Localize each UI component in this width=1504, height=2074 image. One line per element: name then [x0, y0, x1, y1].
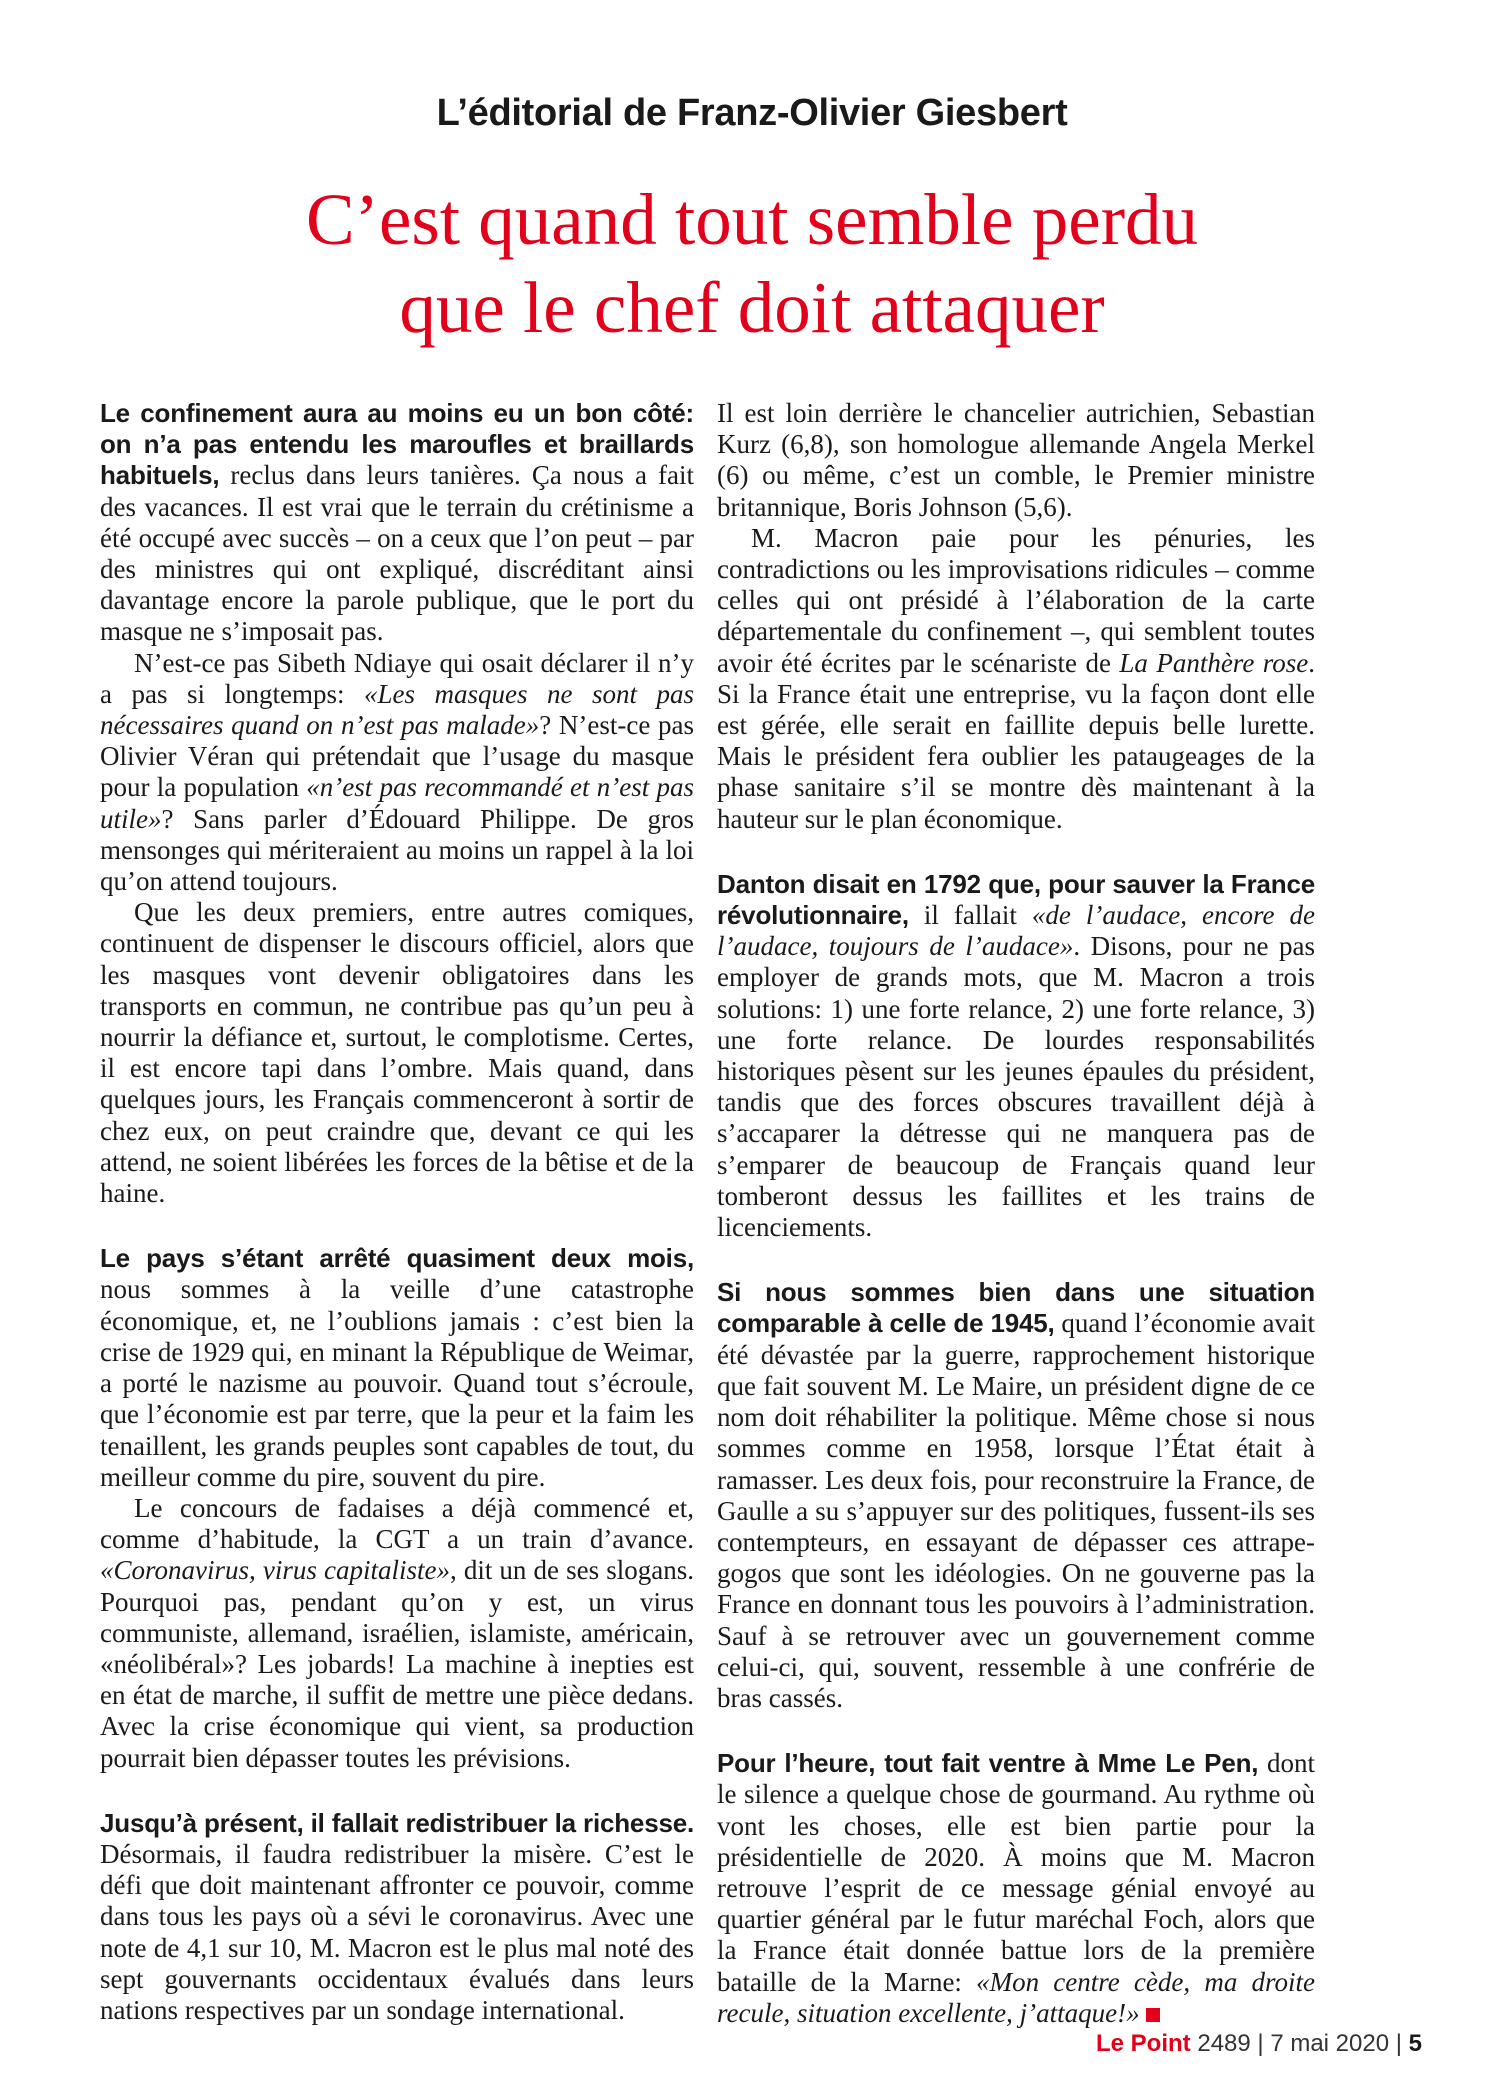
lead-in: Jusqu’à présent, il fallait redistribuer la richesse.: [100, 1807, 694, 1838]
paragraph: [717, 1748, 1315, 2029]
paragraph-text: , dit un de ses slogans. Pourquoi pas, pendant qu’on y est, un virus communiste, allemand, israélien, islamiste, américain, «néolibéral»? Les jobards! La machine à inepties est en état de marche, il suffit de mettre une pièce dedans. Avec la crise économique qui vient, sa production pourrait bien dépasser toutes les prévisions.: [100, 1555, 694, 1773]
paragraph: [100, 897, 694, 1209]
paragraph: [717, 523, 1315, 835]
paragraph: [100, 648, 694, 898]
separator: |: [1257, 2030, 1264, 2057]
magazine-name: Le Point: [1096, 2030, 1191, 2057]
lead-in: Le confinement aura au moins eu un bon côté: on n’a pas entendu les maroufles et braillards habituels,: [100, 398, 694, 491]
paragraph: [100, 1243, 694, 1493]
quote: «de l’audace, encore de l’audace, toujours de l’audace»: [717, 900, 1316, 962]
paragraph: [100, 1808, 694, 2026]
issue-number: 2489: [1197, 2030, 1251, 2057]
editorial-kicker: L’éditorial de Franz-Olivier Giesbert: [436, 92, 1068, 134]
page-footer: [1096, 2030, 1422, 2058]
lead-in: Danton disait en 1792 que, pour sauver la France révolutionnaire,: [717, 868, 1315, 931]
paragraph: [100, 398, 694, 648]
right-column: [717, 398, 1315, 2029]
page-number: 5: [1408, 2030, 1422, 2057]
paragraph-text: M. Macron paie pour les pénuries, les contradictions ou les improvisations ridicules – comme celles qui ont présidé à l’élaboration de la carte départementale du confinement –, qui semblent toutes avoir été écrites par le scénariste de: [717, 522, 1315, 678]
paragraph-text: dont le silence a quelque chose de gourmand. Au rythme où vont les choses, elle est bien partie pour la présidentielle de 2020. À moins que M. Macron retrouve l’esprit de ce message génial envoyé au quartier général par le futur maréchal Foch, alors que la France était donnée battue lors de la première bataille de la Marne:: [717, 1748, 1315, 1997]
quote: «Coronavirus, virus capitaliste»: [100, 1555, 450, 1586]
lead-in: Le pays s’étant arrêté quasiment deux mois,: [100, 1243, 694, 1274]
paragraph: [717, 869, 1315, 1243]
quote: «n’est pas recommandé et n’est pas utile»: [100, 772, 695, 834]
end-of-article-icon: [1146, 2008, 1160, 2022]
paragraph-text: N’est-ce pas Sibeth Ndiaye qui osait déclarer il n’y a pas si longtemps:: [100, 647, 694, 709]
paragraph-text: ? N’est-ce pas Olivier Véran qui prétendait que l’usage du masque pour la population: [100, 710, 694, 803]
paragraph-text: . Si la France était une entreprise, vu la façon dont elle est gérée, elle serait en faillite depuis belle lurette. Mais le président fera oublier les pataugeages de la phase sanitaire s’il se montre dès maintenant à la hauteur sur le plan économique.: [717, 647, 1315, 834]
article-headline: [150, 176, 1354, 352]
paragraph-text: Il est loin derrière le chancelier autrichien, Sebastian Kurz (6,8), son homologue allemande Angela Merkel (6) ou même, c’est un comble, le Premier ministre britannique, Boris Johnson (5,6).: [717, 398, 1315, 522]
lead-in: Pour l’heure, tout fait ventre à Mme Le Pen,: [717, 1748, 1259, 1779]
paragraph-text: Le concours de fadaises a déjà commencé et, comme d’habitude, la CGT a un train d’avance.: [100, 1492, 694, 1555]
quote: La Panthère rose: [1119, 647, 1309, 678]
paragraph-text: nous sommes à la veille d’une catastrophe économique, et, ne l’oublions jamais : c’est bien la crise de 1929 qui, en minant la République de Weimar, a porté le nazisme au pouvoir. Quand tout s’écroule, que l’économie est par terre, que la peur et la faim les tenaillent, les grands peuples sont capables de tout, du meilleur comme du pire, souvent du pire.: [100, 1274, 694, 1492]
paragraph-text: ? Sans parler d’Édouard Philippe. De gros mensonges qui mériteraient au moins un rappel à la loi qu’on attend toujours.: [100, 803, 694, 897]
paragraph-text: Que les deux premiers, entre autres comiques, continuent de dispenser le discours officiel, alors que les masques vont devenir obligatoires dans les transports en commun, ne contribue pas qu’un peu à nourrir la défiance et, surtout, le complotisme. Certes, il est encore tapi dans l’ombre. Mais quand, dans quelques jours, les Français commenceront à sortir de chez eux, on peut craindre que, devant ce qui les attend, ne soient libérées les forces de la bêtise et de la haine.: [100, 897, 694, 1209]
issue-date: 7 mai 2020: [1270, 2030, 1390, 2057]
headline-line-2: que le chef doit attaquer: [399, 267, 1105, 348]
quote: «Mon centre cède, ma droite recule, situation excellente, j’attaque!»: [717, 1966, 1315, 2028]
headline-line-1: C’est quand tout semble perdu: [305, 179, 1199, 260]
left-column: [100, 398, 694, 2026]
separator: |: [1395, 2030, 1402, 2057]
paragraph-text: quand l’économie avait été dévastée par la guerre, rapprochement historique que fait souvent M. Le Maire, un président digne de ce nom doit réhabiliter la politique. Même chose si nous sommes comme en 1958, lorsque l’État était à ramasser. Les deux fois, pour reconstruire la France, de Gaulle a su s’appuyer sur des politiques, fussent-ils ses contempteurs, en essayant de dépasser ces attrape-gogos que sont les idéologies. On ne gouverne pas la France en donnant tous les pouvoirs à l’administration. Sauf à se retrouver avec un gouvernement comme celui-ci, qui, souvent, ressemble à une confrérie de bras cassés.: [717, 1308, 1316, 1713]
quote: «Les masques ne sont pas nécessaires quand on n’est pas malade»: [100, 678, 694, 741]
lead-in: Si nous sommes bien dans une situation comparable à celle de 1945,: [717, 1277, 1315, 1339]
paragraph-text: Désormais, il faudra redistribuer la misère. C’est le défi que doit maintenant affronter ce pouvoir, comme dans tous les pays où a sévi le coronavirus. Avec une note de 4,1 sur 10, M. Macron est le plus mal noté des sept gouvernants occidentaux évalués dans leurs nations respectives par un sondage international.: [100, 1838, 694, 2025]
paragraph: [717, 398, 1315, 523]
paragraph-text: reclus dans leurs tanières. Ça nous a fait des vacances. Il est vrai que le terrain du crétinisme a été occupé avec succès – on a ceux que l’on peut – par des ministres qui ont expliqué, discréditant ainsi davantage encore la parole publique, que le port du masque ne s’imposait pas.: [100, 460, 694, 647]
paragraph-text: il fallait: [908, 900, 1032, 931]
paragraph-text: . Disons, pour ne pas employer de grands mots, que M. Macron a trois solutions: 1) une forte relance, 2) une forte relance, 3) une forte relance. De lourdes responsabilités historiques pèsent sur les jeunes épaules du président, tandis que des forces obscures travaillent déjà à s’accaparer la détresse qui ne manquera pas de s’emparer de beaucoup de Français quand leur tomberont dessus les faillites et les trains de licenciements.: [717, 931, 1315, 1243]
paragraph: [100, 1493, 694, 1774]
paragraph: [717, 1277, 1315, 1714]
